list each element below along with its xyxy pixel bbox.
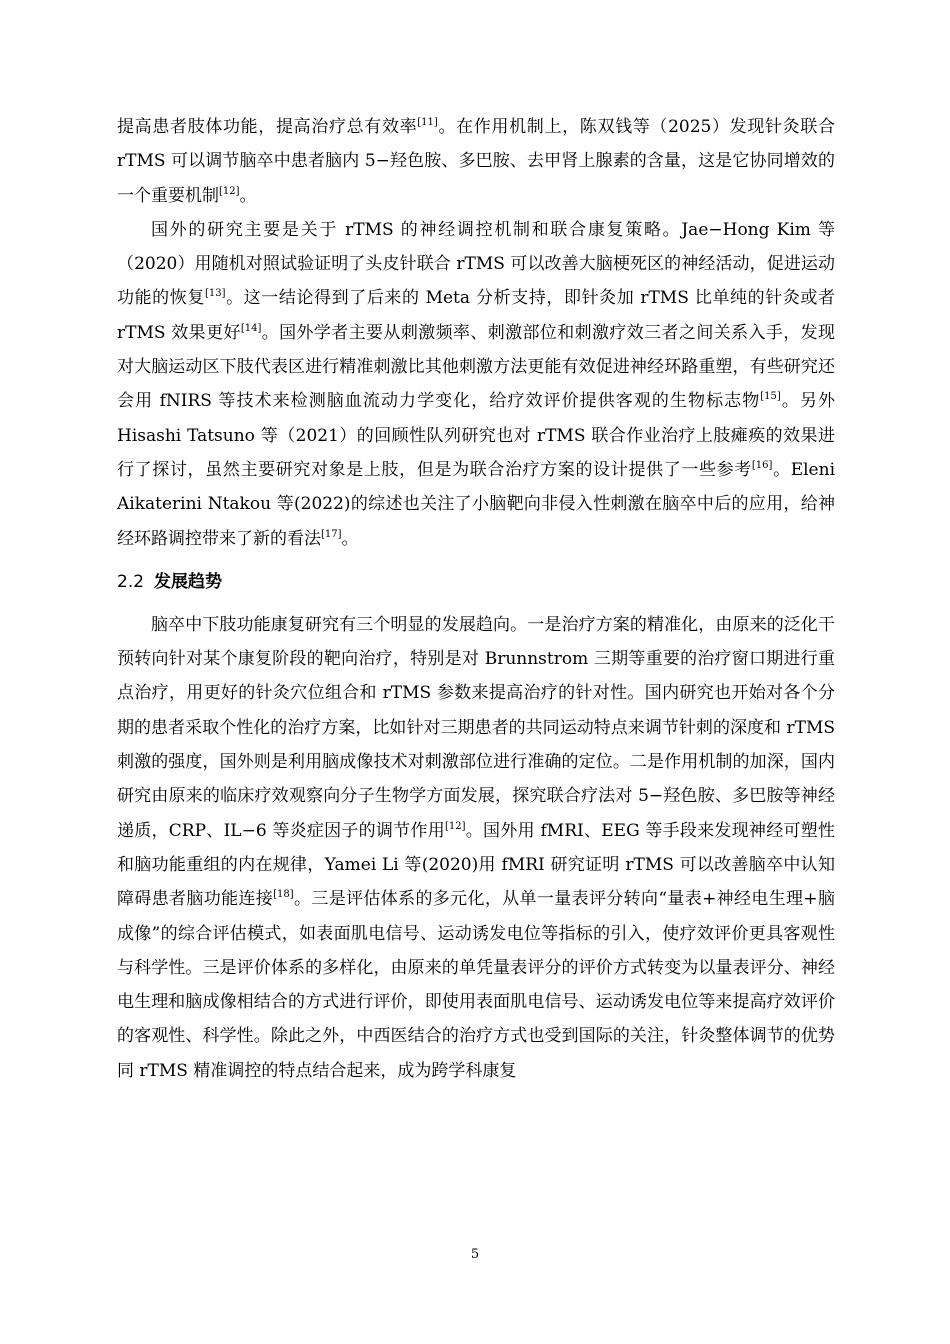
citation-ref: [17] xyxy=(321,528,342,540)
paragraph-text: 。在作用机制上，陈双钱等（2025）发现针灸联合 rTMS 可以调节脑卒中患者脑内 5−羟色胺、多巴胺、去甲肾上腺素的含量，这是它协同增效的一个重要机制 xyxy=(117,117,836,206)
paragraph-text: 。 xyxy=(341,528,359,549)
paragraph-text: 国外的研究主要是关于 rTMS 的神经调控机制和联合康复策略。Jae−Hong Kim 等（2020）用随机对照试验证明了头皮针联合 rTMS 可以改善大脑梗死区的神经活动，促进运动功能的恢复 xyxy=(117,219,835,309)
paragraph-text: 。国外用 fMRI、EEG 等手段来发现神经可塑性和脑功能重组的内在规律，Yamei Li 等(2020)用 fMRI 研究证明 rTMS 可以改善脑卒中认知障碍患者脑功能连接 xyxy=(117,820,835,910)
paragraph-foreign-research xyxy=(117,213,835,556)
paragraph-text: 。另外 Hisashi Tatsuno 等（2021）的回顾性队列研究也对 rTMS 联合作业治疗上肢瘫痪的效果进行了探讨，虽然主要研究对象是上肢，但是为联合治疗方案的设计提供了一些参考 xyxy=(117,391,836,480)
paragraph-domestic-mechanism xyxy=(117,110,835,213)
section-heading xyxy=(117,565,835,599)
citation-ref: [18] xyxy=(273,889,294,901)
citation-ref: [15] xyxy=(760,391,781,403)
paragraph-text: 脑卒中下肢功能康复研究有三个明显的发展趋向。一是治疗方案的精准化，由原来的泛化干预转向针对某个康复阶段的靶向治疗，特别是对 Brunnstrom 三期等重要的治疗窗口期进行重点治疗，用更好的针灸穴位组合和 rTMS 参数来提高治疗的针对性。国内研究也开始对各个分期的患者采取个性化的治疗方案，比如针对三期患者的共同运动特点来调节针刺的深度和 rTMS 刺激的强度，国外则是利用脑成像技术对刺激部位进行准确的定位。二是作用机制的加深，国内研究由原来的临床疗效观察向分子生物学方面发展，探究联合疗法对 5−羟色胺、多巴胺等神经递质，CRP、IL−6 等炎症因子的调节作用 xyxy=(117,614,835,841)
page-number: 5 xyxy=(470,1247,480,1262)
paragraph-text: 。Eleni Aikaterini Ntakou 等(2022)的综述也关注了小脑靶向非侵入性刺激在脑卒中后的应用，给神经环路调控带来了新的看法 xyxy=(117,459,836,549)
section-number: 2.2 xyxy=(117,571,145,592)
paragraph-text: 提高患者肢体功能，提高治疗总有效率 xyxy=(117,117,418,137)
citation-ref: [14] xyxy=(240,322,262,334)
paragraph-text: 。国外学者主要从刺激频率、刺激部位和刺激疗效三者之间关系入手，发现对大脑运动区下肢代表区进行精准刺激比其他刺激方法更能有效促进神经环路重塑，有些研究还会用 fNIRS 等技术来检测脑血流动力学变化，给疗效评价提供客观的生物标志物 xyxy=(117,322,836,412)
paragraph-text: 。 xyxy=(239,185,257,206)
paragraph-text: 。三是评估体系的多元化，从单一量表评分转向“量表+神经电生理+脑成像”的综合评估模式，如表面肌电信号、运动诱发电位等指标的引入，使疗效评价更具客观性与科学性。三是评价体系的多样化，由原来的单凭量表评分的评价方式转变为以量表评分、神经电生理和脑成像相结合的方式进行评价，即使用表面肌电信号、运动诱发电位等来提高疗效评价的客观性、科学性。除此之外，中西医结合的治疗方式也受到国际的关注，针灸整体调节的优势同 rTMS 精准调控的特点结合起来，成为跨学科康复 xyxy=(117,889,835,1081)
paragraph-development-trends xyxy=(117,608,835,1088)
citation-ref: [16] xyxy=(751,459,773,471)
citation-ref: [12] xyxy=(219,185,240,197)
citation-ref: [13] xyxy=(204,288,226,300)
page-body xyxy=(117,110,835,1088)
paragraph-text: 。这一结论得到了后来的 Meta 分析支持，即针灸加 rTMS 比单纯的针灸或者 rTMS 效果更好 xyxy=(117,288,835,343)
section-title: 发展趋势 xyxy=(154,571,223,592)
citation-ref: [12] xyxy=(444,820,466,832)
citation-ref: [11] xyxy=(417,117,438,128)
